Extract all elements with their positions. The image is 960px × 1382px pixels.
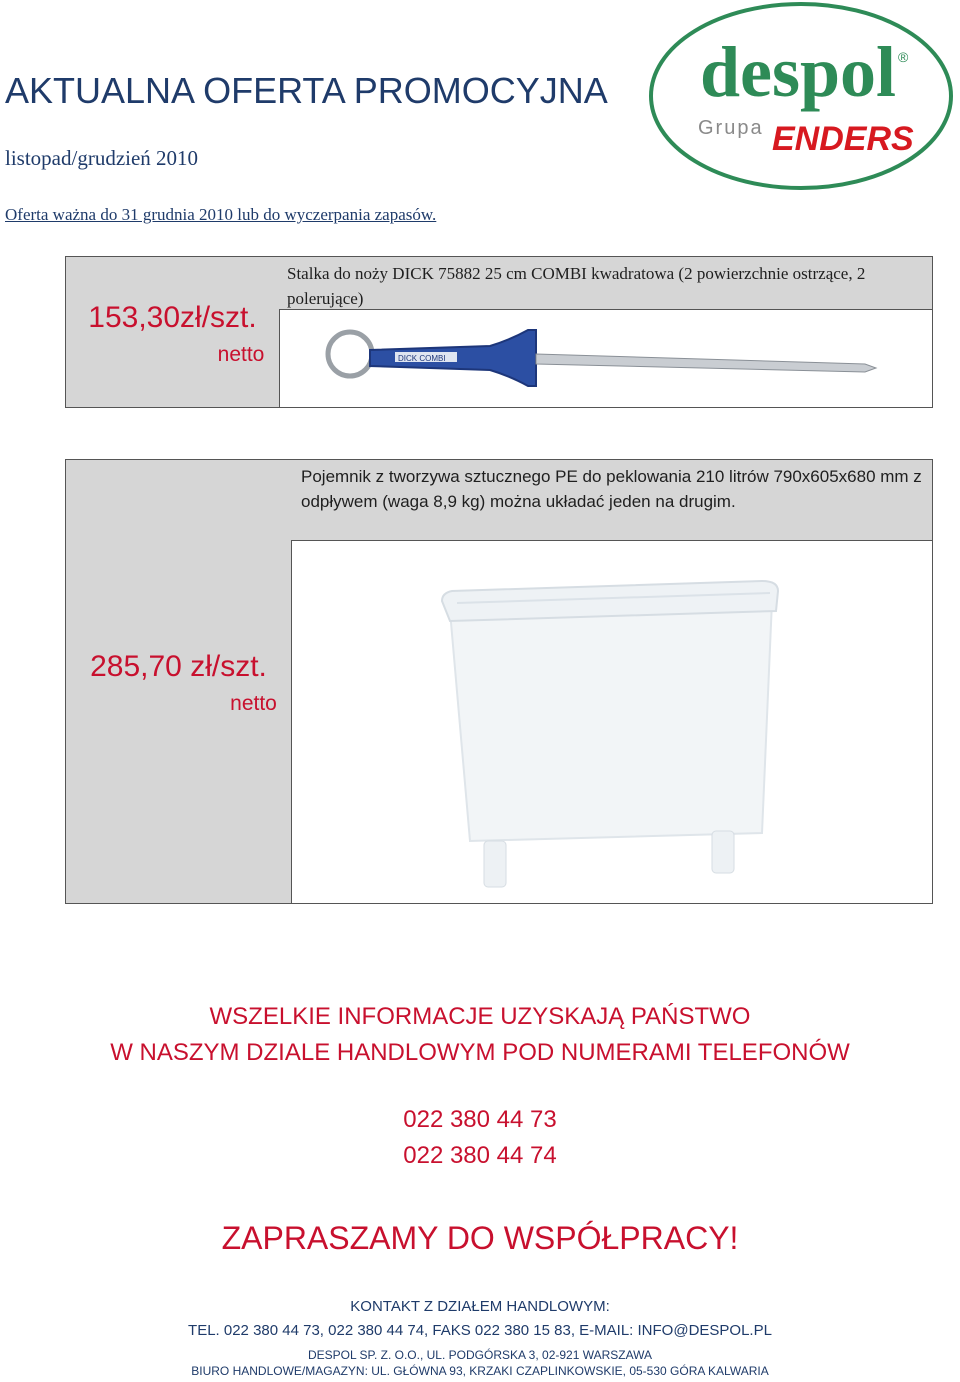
footer-contact-details[interactable]: TEL. 022 380 44 73, 022 380 44 74, FAKS 022 380 15 83, E-MAIL: INFO@DESPOL.PL — [188, 1322, 772, 1339]
product-image — [291, 541, 932, 903]
knife-sharpening-steel-image — [280, 310, 933, 407]
product-price: 153,30zł/szt. — [88, 301, 257, 334]
info-line-1: WSZELKIE INFORMACJE UZYSKAJĄ PAŃSTWO — [209, 1003, 751, 1030]
offer-period: listopad/grudzień 2010 — [5, 146, 199, 170]
product-description: Stalka do noży DICK 75882 25 cm COMBI kwadratowa (2 powierzchnie ostrzące, 2 polerujące) — [279, 257, 932, 310]
offer-validity: Oferta ważna do 31 grudnia 2010 lub do wyczerpania zapasów. — [5, 205, 437, 224]
product-card-2 — [65, 459, 933, 904]
logo-registered: ® — [898, 49, 909, 65]
info-line-2: W NASZYM DZIALE HANDLOWYM POD NUMERAMI TELEFONÓW — [110, 1039, 850, 1066]
footer-company-address: DESPOL SP. Z. O.O., UL. PODGÓRSKA 3, 02-921 WARSZAWA — [307, 1348, 653, 1362]
product-card-1 — [65, 256, 933, 408]
product-price: 285,70 zł/szt. — [90, 650, 267, 683]
logo-grupa: Grupa — [698, 117, 764, 139]
footer-office-address: BIURO HANDLOWE/MAGAZYN: UL. GŁÓWNA 93, KRZAKI CZAPLINKOWSKIE, 05-530 GÓRA KALWARIA — [191, 1364, 769, 1378]
phone-number-2[interactable]: 022 380 44 74 — [403, 1142, 557, 1169]
logo-enders: ENDERS — [772, 120, 914, 158]
invitation-text: ZAPRASZAMY DO WSPÓŁPRACY! — [221, 1220, 739, 1256]
svg-text:DICK COMBI: DICK COMBI — [398, 354, 446, 363]
product-unit-note: netto — [230, 692, 277, 715]
despol-logo — [648, 0, 954, 192]
product-unit-note: netto — [217, 343, 265, 366]
logo-brand: despol — [699, 32, 897, 112]
product-image — [279, 310, 932, 407]
phone-number-1[interactable]: 022 380 44 73 — [403, 1106, 557, 1133]
plastic-container-image — [292, 541, 933, 903]
product-description: Pojemnik z tworzywa sztucznego PE do peklowania 210 litrów 790x605x680 mm z odpływem (waga 8,9 kg) można układać jeden na drugim. — [291, 460, 932, 541]
page-title: AKTUALNA OFERTA PROMOCYJNA — [5, 70, 608, 111]
footer-contact-heading: KONTAKT Z DZIAŁEM HANDLOWYM: — [350, 1298, 610, 1315]
